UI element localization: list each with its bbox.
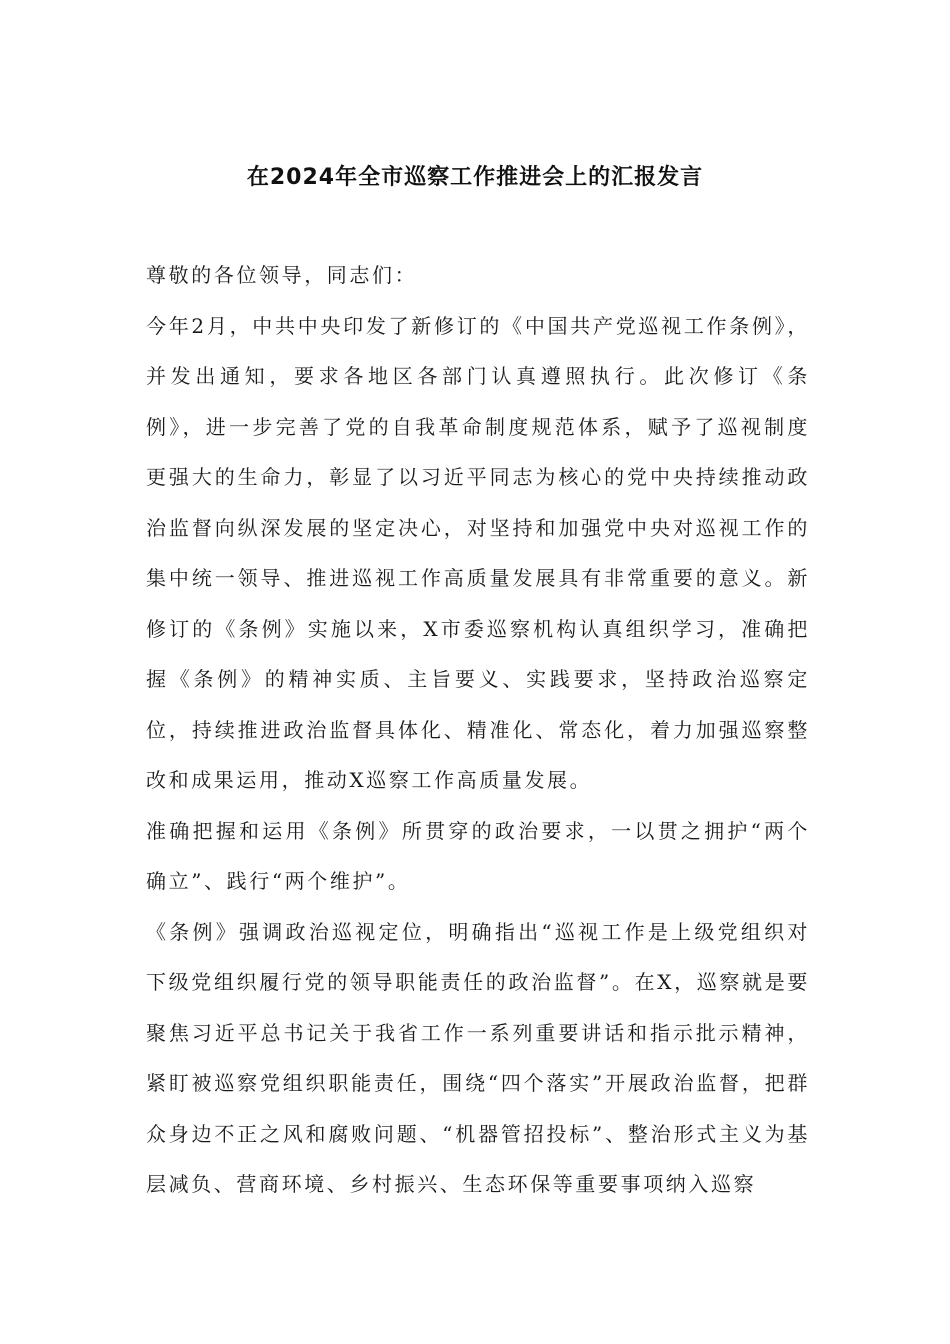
salutation-paragraph: 尊敬的各位领导，同志们： <box>146 263 418 287</box>
section-heading-paragraph: 准确把握和运用《条例》所贯穿的政治要求，一以贯之拥护“两个确立”、践行“两个维护”。 <box>146 818 810 893</box>
document-title: 在2024年全市巡察工作推进会上的汇报发言 <box>246 165 704 190</box>
body-paragraph: 《条例》强调政治巡视定位，明确指出“巡视工作是上级党组织对下级党组织履行党的领导职能责任的政治监督”。在X，巡察就是要聚焦习近平总书记关于我省工作一系列重要讲话和指示批示精神，紧盯被巡察党组织职能责任，围绕“四个落实”开展政治监督，把群众身边不正之风和腐败问题、“机器管招投标”、整治形式主义为基层减负、营商环境、乡村振兴、生态环保等重要事项纳入巡察 <box>146 919 810 1196</box>
document-body <box>146 250 810 1210</box>
intro-paragraph: 今年2月，中共中央印发了新修订的《中国共产党巡视工作条例》，并发出通知，要求各地区各部门认真遵照执行。此次修订《条例》，进一步完善了党的自我革命制度规范体系，赋予了巡视制度更强大的生命力，彰显了以习近平同志为核心的党中央持续推动政治监督向纵深发展的坚定决心，对坚持和加强党中央对巡视工作的集中统一领导、推进巡视工作高质量发展具有非常重要的意义。新修订的《条例》实施以来，X市委巡察机构认真组织学习，准确把握《条例》的精神实质、主旨要义、实践要求，坚持政治巡察定位，持续推进政治监督具体化、精准化、常态化，着力加强巡察整改和成果运用，推动X巡察工作高质量发展。 <box>146 313 810 792</box>
